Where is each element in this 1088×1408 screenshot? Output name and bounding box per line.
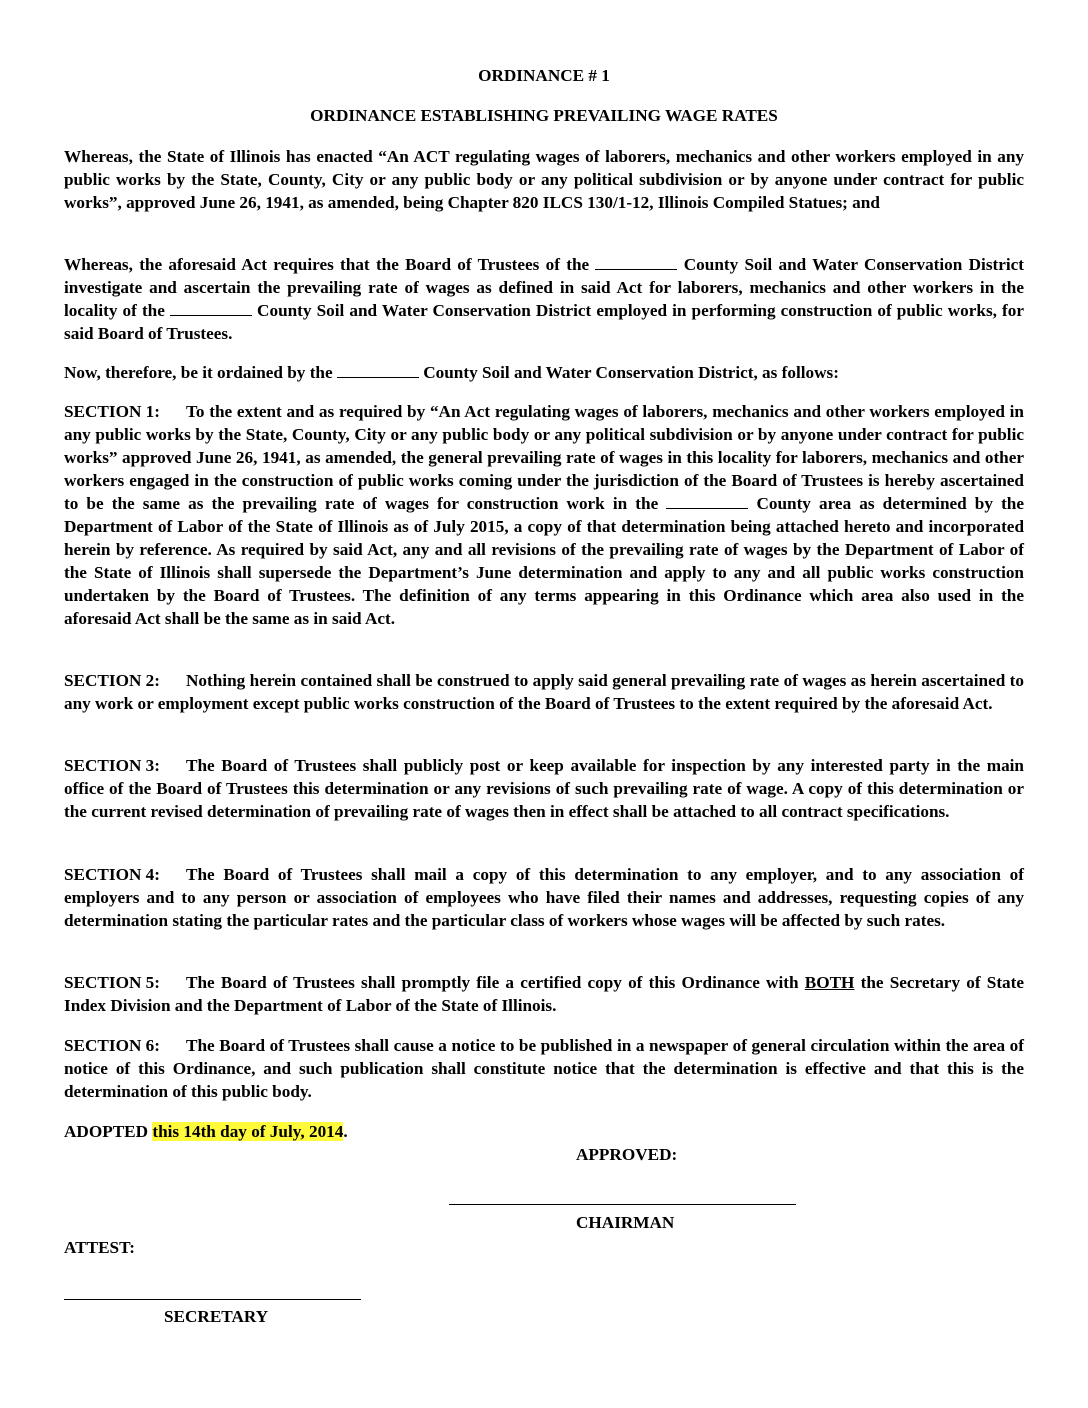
- county-blank-3: [337, 363, 419, 378]
- attest-label: ATTEST:: [64, 1238, 135, 1257]
- section-6-paragraph: [64, 1034, 1024, 1103]
- approved-label: APPROVED:: [576, 1145, 678, 1164]
- chairman-signature-line: [449, 1204, 796, 1205]
- section-5-emphasis: BOTH: [804, 973, 855, 992]
- now-therefore-text-2: County Soil and Water Conservation District, as follows:: [418, 363, 839, 382]
- section-5-text-1: The Board of Trustees shall promptly file a certified copy of this Ordinance with: [186, 973, 805, 992]
- section-4-label: SECTION 4:: [64, 865, 160, 884]
- county-blank-4: [666, 494, 748, 509]
- section-3-text: The Board of Trustees shall publicly post or keep available for inspection by any interested party in the main office of the Board of Trustees this determination or any revisions of such prevailing rate of wage. A copy of this determination or the current revised determination of prevailing rate of wages then in effect shall be attached to all contract specifications.: [64, 756, 1024, 821]
- now-therefore-text-1: Now, therefore, be it ordained by the: [64, 363, 337, 382]
- chairman-label: CHAIRMAN: [576, 1213, 675, 1232]
- section-5-label: SECTION 5:: [64, 973, 160, 992]
- page-title: ORDINANCE # 1: [478, 66, 610, 85]
- whereas2-text-2: County Soil and Water Conservation District investigate and ascertain the prevailing rate of wages as defined in said Act for laborers, mechanics and other workers in the locality of the: [64, 255, 1024, 320]
- section-3-paragraph: [64, 754, 1024, 823]
- whereas-paragraph-1: Whereas, the State of Illinois has enacted “An ACT regulating wages of laborers, mechanics and other workers employed in any public works by the State, County, City or any public body or any political subdivision or by anyone under contract for public works”, approved June 26, 1941, as amended, being Chapter 820 ILCS 130/1-12, Illinois Compiled Statues; and: [64, 147, 1024, 212]
- secretary-label: SECRETARY: [164, 1307, 269, 1326]
- county-blank-2: [170, 301, 252, 316]
- whereas2-text-3: County Soil and Water Conservation District employed in performing construction of public works, for said Board of Trustees.: [64, 301, 1024, 343]
- adopted-line: [64, 1120, 348, 1143]
- section-1-text-2: County area as determined by the Department of Labor of the State of Illinois as of July 2015, a copy of that determination being attached hereto and incorporated herein by reference. As required by said Act, any and all revisions of the prevailing rate of wages by the Department of Labor of the State of Illinois shall supersede the Department’s June determination and apply to any and all public works construction undertaken by the Board of Trustees. The definition of any terms appearing in this Ordinance which area also used in the aforesaid Act shall be the same as in said Act.: [64, 494, 1024, 628]
- adopted-suffix: .: [343, 1122, 348, 1141]
- section-1-text-1: To the extent and as required by “An Act regulating wages of laborers, mechanics and other workers employed in any public works by the State, County, City or any public body or any political subdivision or by anyone under contract for public works” approved June 26, 1941, as amended, the general prevailing rate of wages in this locality for laborers, mechanics and other workers engaged in the construction of public works coming under the jurisdiction of the Board of Trustees is hereby ascertained to be the same as the prevailing rate of wages for construction work in the: [64, 402, 1024, 513]
- county-blank-1: [595, 255, 677, 270]
- section-5-paragraph: [64, 971, 1024, 1017]
- section-2-paragraph: [64, 669, 1024, 715]
- now-therefore-paragraph: [64, 361, 1024, 384]
- section-2-label: SECTION 2:: [64, 671, 160, 690]
- section-1-label: SECTION 1:: [64, 402, 160, 421]
- secretary-signature-line: [64, 1299, 361, 1300]
- section-4-text: The Board of Trustees shall mail a copy of this determination to any employer, and to any association of employers and to any person or association of employees who have filed their names and addresses, requesting copies of any determination stating the particular rates and the particular class of workers whose wages will be affected by such rates.: [64, 865, 1024, 930]
- section-5-text-2: the Secretary of State Index Division and the Department of Labor of the State of Illinois.: [64, 973, 1024, 1015]
- section-6-label: SECTION 6:: [64, 1036, 160, 1055]
- page-subtitle: ORDINANCE ESTABLISHING PREVAILING WAGE RATES: [310, 106, 778, 125]
- section-6-text: The Board of Trustees shall cause a notice to be published in a newspaper of general circulation within the area of notice of this Ordinance, and such publication shall constitute notice that the determination is effective and that this is the determination of this public body.: [64, 1036, 1024, 1101]
- whereas2-text-1: Whereas, the aforesaid Act requires that the Board of Trustees of the: [64, 255, 596, 274]
- whereas-paragraph-2: [64, 253, 1024, 345]
- section-1-paragraph: [64, 400, 1024, 630]
- section-4-paragraph: [64, 863, 1024, 932]
- adopted-date-highlight: this 14th day of July, 2014: [152, 1122, 344, 1141]
- adopted-prefix: ADOPTED: [64, 1122, 153, 1141]
- section-2-text: Nothing herein contained shall be construed to apply said general prevailing rate of wages as herein ascertained to any work or employment except public works construction of the Board of Trustees to the extent required by the aforesaid Act.: [64, 671, 1024, 713]
- section-3-label: SECTION 3:: [64, 756, 160, 775]
